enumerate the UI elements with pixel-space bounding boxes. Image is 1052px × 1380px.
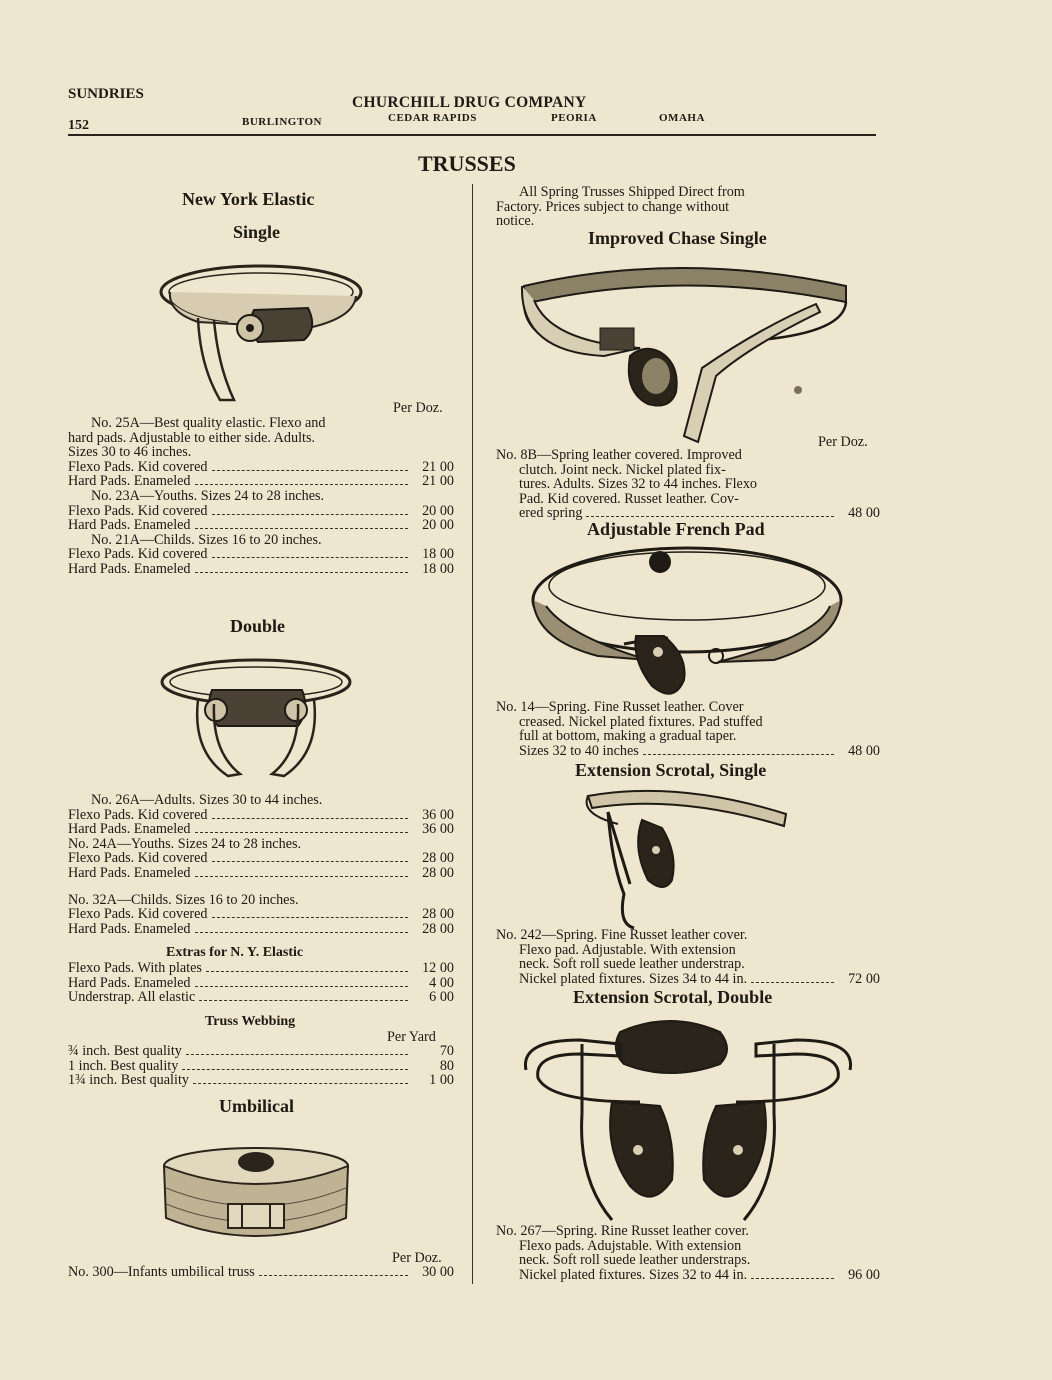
row-label: Hard Pads. Enameled bbox=[68, 517, 191, 534]
row-label: 1 inch. Best quality bbox=[68, 1057, 179, 1074]
price-row bbox=[68, 907, 454, 922]
leader-dots bbox=[195, 831, 408, 833]
double-description bbox=[68, 793, 454, 936]
price-row bbox=[68, 547, 454, 562]
leader-dots bbox=[212, 916, 409, 918]
row-label: 1¾ inch. Best quality bbox=[68, 1072, 189, 1089]
extras-title: Extras for N. Y. Elastic bbox=[166, 945, 304, 960]
desc-line: No. 8B—Spring leather covered. Improved bbox=[496, 447, 742, 463]
leader-dots bbox=[643, 753, 834, 755]
row-label: Flexo Pads. Kid covered bbox=[68, 458, 208, 475]
desc-line: Pad. Kid covered. Russet leather. Cov- bbox=[519, 490, 739, 507]
desc-line: Sizes 30 to 46 inches. bbox=[68, 444, 192, 461]
row-price: 28 00 bbox=[422, 906, 454, 923]
row-price: 96 00 bbox=[848, 1266, 880, 1283]
single-title: Single bbox=[233, 222, 281, 242]
row-label: Nickel plated fixtures. Sizes 34 to 44 in. bbox=[519, 970, 748, 987]
leader-dots bbox=[751, 981, 834, 983]
city-cedar-rapids: CEDAR RAPIDS bbox=[388, 112, 477, 124]
price-row bbox=[496, 972, 880, 987]
single-description bbox=[68, 416, 454, 577]
chase-single-title: Improved Chase Single bbox=[588, 228, 767, 248]
row-price: 28 00 bbox=[422, 864, 454, 881]
desc-line: Flexo pad. Adjustable. With extension bbox=[519, 941, 736, 958]
desc-line: neck. Soft roll suede leather understrap. bbox=[519, 956, 745, 973]
scrotal-single-description bbox=[496, 928, 880, 986]
leader-dots bbox=[212, 469, 409, 471]
price-row bbox=[68, 922, 454, 937]
row-label: Flexo Pads. Kid covered bbox=[68, 850, 208, 867]
page-number: 152 bbox=[68, 118, 89, 133]
price-row bbox=[68, 562, 454, 577]
scrotal-double-description bbox=[496, 1224, 880, 1282]
leader-dots bbox=[186, 1053, 408, 1055]
desc-line: No. 21A—Childs. Sizes 16 to 20 inches. bbox=[91, 531, 322, 548]
company-name: CHURCHILL DRUG COMPANY bbox=[352, 94, 587, 111]
page-title: TRUSSES bbox=[418, 151, 516, 176]
row-label: Understrap. All elastic bbox=[68, 989, 196, 1006]
per-doz-label-umbilical: Per Doz. bbox=[392, 1250, 442, 1266]
price-row bbox=[68, 961, 454, 976]
price-row bbox=[68, 1265, 454, 1280]
leader-dots bbox=[212, 860, 409, 862]
row-price: 48 00 bbox=[848, 505, 880, 522]
row-price: 21 00 bbox=[422, 458, 454, 475]
row-label: Flexo Pads. Kid covered bbox=[68, 546, 208, 563]
row-price: 4 00 bbox=[429, 974, 454, 991]
leader-dots bbox=[259, 1274, 408, 1276]
french-pad-illustration bbox=[528, 540, 846, 704]
city-peoria: PEORIA bbox=[551, 112, 597, 124]
per-yard-label: Per Yard bbox=[387, 1029, 436, 1045]
desc-line: clutch. Joint neck. Nickel plated fix- bbox=[519, 461, 726, 478]
scrotal-single-title: Extension Scrotal, Single bbox=[575, 760, 767, 780]
desc-line: full at bottom, making a gradual taper. bbox=[519, 728, 737, 745]
umbilical-row bbox=[68, 1265, 454, 1280]
price-row bbox=[68, 1073, 454, 1088]
price-row bbox=[68, 990, 454, 1005]
desc-line: No. 32A—Childs. Sizes 16 to 20 inches. bbox=[68, 891, 299, 908]
price-row bbox=[68, 808, 454, 823]
price-row bbox=[68, 1044, 454, 1059]
notice-line: notice. bbox=[496, 213, 535, 230]
price-row bbox=[496, 1268, 880, 1283]
leader-dots bbox=[212, 513, 409, 515]
row-price: 48 00 bbox=[848, 742, 880, 759]
row-price: 20 00 bbox=[422, 502, 454, 519]
double-title: Double bbox=[230, 616, 286, 636]
desc-line: Flexo pads. Adujstable. With extension bbox=[519, 1237, 742, 1254]
price-row bbox=[496, 744, 880, 759]
price-row bbox=[68, 460, 454, 475]
single-truss-illustration bbox=[158, 256, 364, 404]
leader-dots bbox=[195, 931, 408, 933]
notice-line: All Spring Trusses Shipped Direct from bbox=[519, 184, 745, 200]
row-label: ered spring bbox=[519, 505, 583, 522]
row-price: 6 00 bbox=[429, 989, 454, 1006]
umbilical-title: Umbilical bbox=[219, 1096, 294, 1116]
header-rule bbox=[68, 134, 876, 136]
price-row bbox=[68, 474, 454, 489]
desc-line: No. 242—Spring. Fine Russet leather cover. bbox=[496, 927, 748, 943]
section-label: SUNDRIES bbox=[68, 86, 144, 102]
row-label: No. 300—Infants umbilical truss bbox=[68, 1264, 255, 1280]
price-row bbox=[68, 976, 454, 991]
city-omaha: OMAHA bbox=[659, 112, 705, 124]
leader-dots bbox=[195, 527, 408, 529]
row-price: 28 00 bbox=[422, 850, 454, 867]
row-label: Sizes 32 to 40 inches bbox=[519, 742, 639, 759]
row-price: 1 00 bbox=[429, 1072, 454, 1089]
leader-dots bbox=[212, 817, 409, 819]
chase-single-illustration bbox=[520, 256, 850, 446]
desc-line: No. 26A—Adults. Sizes 30 to 44 inches. bbox=[91, 792, 323, 808]
desc-line: No. 23A—Youths. Sizes 24 to 28 inches. bbox=[91, 487, 325, 504]
leader-dots bbox=[195, 875, 408, 877]
leader-dots bbox=[212, 556, 409, 558]
row-label: Flexo Pads. Kid covered bbox=[68, 806, 208, 823]
row-label: Flexo Pads. Kid covered bbox=[68, 502, 208, 519]
umbilical-truss-illustration bbox=[158, 1144, 354, 1250]
desc-line: No. 25A—Best quality elastic. Flexo and bbox=[91, 415, 326, 431]
row-label: ¾ inch. Best quality bbox=[68, 1043, 182, 1059]
row-price: 30 00 bbox=[422, 1264, 454, 1280]
notice-line: Factory. Prices subject to change without bbox=[496, 198, 730, 215]
desc-line: creased. Nickel plated fixtures. Pad stuffed bbox=[519, 713, 763, 730]
row-price: 12 00 bbox=[422, 960, 454, 976]
per-doz-label-chase: Per Doz. bbox=[818, 434, 868, 450]
leader-dots bbox=[751, 1277, 834, 1279]
scrotal-double-title: Extension Scrotal, Double bbox=[573, 987, 773, 1007]
scrotal-double-illustration bbox=[520, 1010, 856, 1222]
row-label: Hard Pads. Enameled bbox=[68, 974, 191, 991]
leader-dots bbox=[195, 571, 408, 573]
row-label: Flexo Pads. Kid covered bbox=[68, 906, 208, 923]
row-label: Hard Pads. Enameled bbox=[68, 821, 191, 838]
desc-line: No. 14—Spring. Fine Russet leather. Cover bbox=[496, 699, 744, 715]
leader-dots bbox=[182, 1068, 408, 1070]
city-burlington: BURLINGTON bbox=[242, 116, 322, 128]
column-divider bbox=[472, 184, 473, 1284]
desc-line: hard pads. Adjustable to either side. Adults. bbox=[68, 429, 316, 446]
scrotal-single-illustration bbox=[578, 784, 792, 930]
leader-dots bbox=[193, 1082, 408, 1084]
row-label: Hard Pads. Enameled bbox=[68, 473, 191, 490]
leader-dots bbox=[206, 970, 408, 972]
row-price: 70 bbox=[439, 1043, 454, 1059]
row-price: 80 bbox=[439, 1057, 454, 1074]
ny-elastic-title: New York Elastic bbox=[182, 189, 315, 209]
price-row bbox=[68, 504, 454, 519]
row-price: 18 00 bbox=[422, 546, 454, 563]
row-label: Hard Pads. Enameled bbox=[68, 560, 191, 577]
price-row bbox=[68, 866, 454, 881]
row-price: 72 00 bbox=[848, 970, 880, 987]
price-row bbox=[68, 1059, 454, 1074]
french-pad-description bbox=[496, 700, 880, 758]
row-price: 36 00 bbox=[422, 821, 454, 838]
shipping-notice bbox=[496, 185, 832, 229]
desc-line: No. 267—Spring. Rine Russet leather cover. bbox=[496, 1223, 749, 1239]
desc-line: tures. Adults. Sizes 32 to 44 inches. Flexo bbox=[519, 476, 758, 493]
row-label: Hard Pads. Enameled bbox=[68, 920, 191, 937]
leader-dots bbox=[586, 515, 834, 517]
leader-dots bbox=[195, 985, 408, 987]
per-doz-label-single: Per Doz. bbox=[393, 400, 443, 416]
row-label: Nickel plated fixtures. Sizes 32 to 44 in. bbox=[519, 1266, 748, 1283]
row-price: 18 00 bbox=[422, 560, 454, 577]
row-label: Hard Pads. Enameled bbox=[68, 864, 191, 881]
price-row bbox=[68, 851, 454, 866]
row-price: 20 00 bbox=[422, 517, 454, 534]
webbing-title: Truss Webbing bbox=[205, 1014, 296, 1029]
price-row bbox=[68, 518, 454, 533]
desc-line: No. 24A—Youths. Sizes 24 to 28 inches. bbox=[68, 835, 302, 852]
spacer bbox=[68, 881, 454, 893]
row-price: 36 00 bbox=[422, 806, 454, 823]
row-price: 28 00 bbox=[422, 920, 454, 937]
leader-dots bbox=[195, 483, 408, 485]
extras-list bbox=[68, 961, 454, 1005]
row-price: 21 00 bbox=[422, 473, 454, 490]
double-truss-illustration bbox=[158, 652, 354, 780]
price-row bbox=[68, 822, 454, 837]
webbing-list bbox=[68, 1044, 454, 1088]
french-pad-title: Adjustable French Pad bbox=[587, 519, 765, 539]
row-label: Flexo Pads. With plates bbox=[68, 960, 202, 976]
chase-description bbox=[496, 448, 880, 521]
leader-dots bbox=[199, 999, 408, 1001]
desc-line: neck. Soft roll suede leather understraps. bbox=[519, 1252, 751, 1269]
